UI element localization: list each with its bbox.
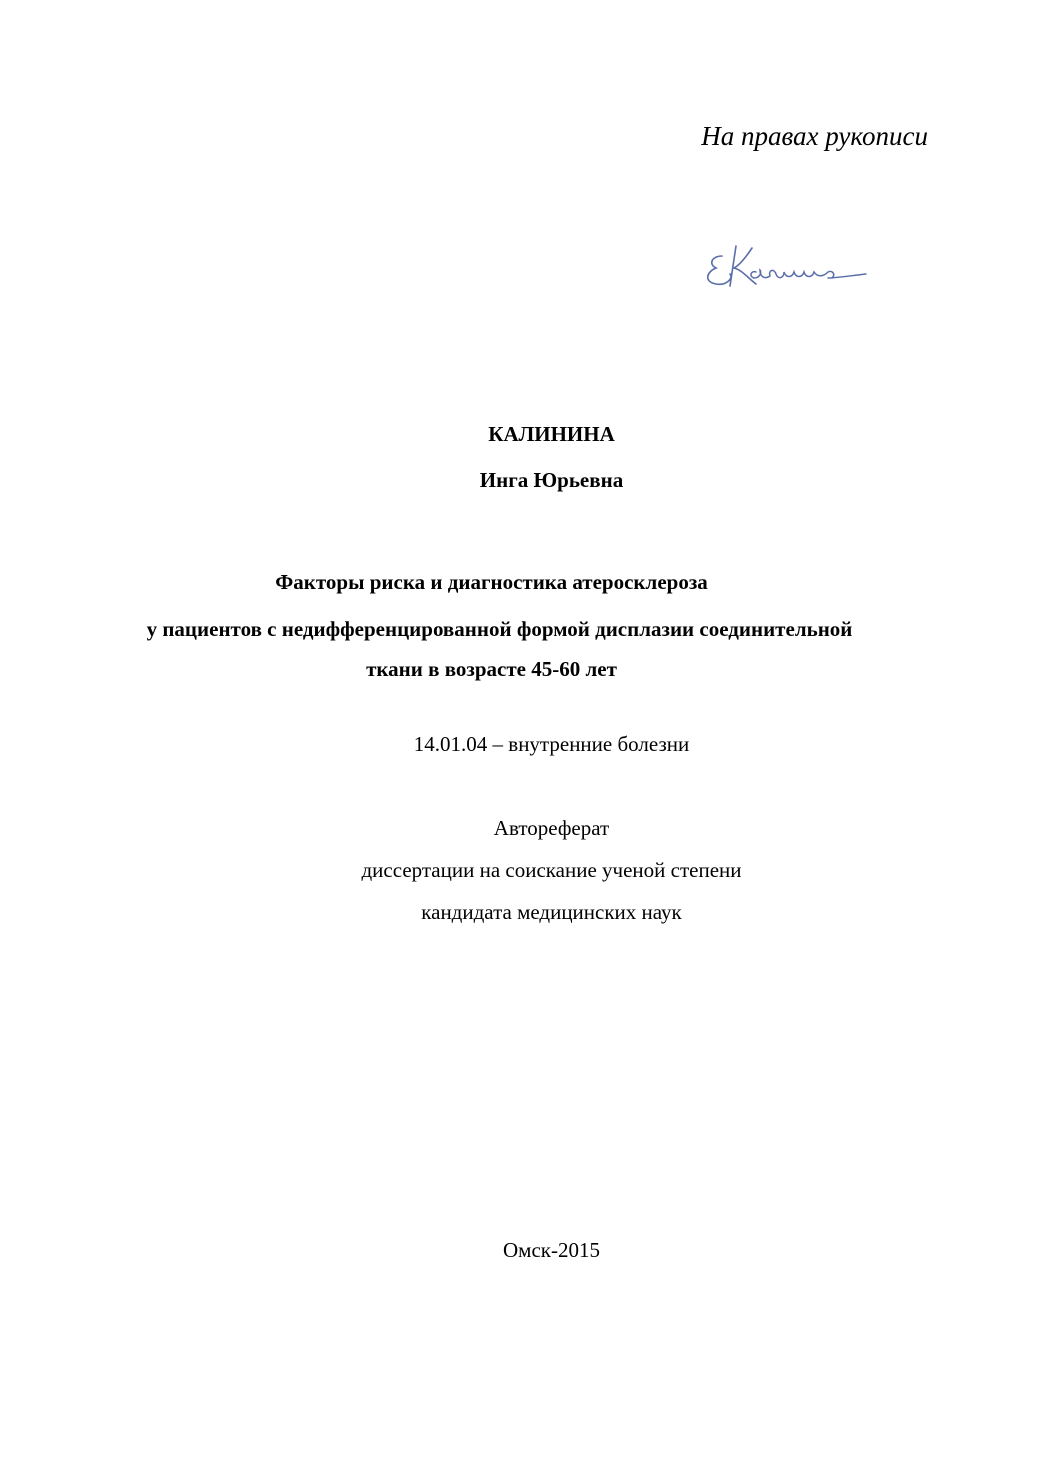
thesis-title-line-1: Факторы риска и диагностика атеросклероза	[275, 570, 708, 594]
city-year: Омск-2015	[503, 1238, 600, 1262]
author-given-names: Инга Юрьевна	[479, 468, 624, 492]
thesis-title-line-2: у пациентов с недифференцированной формой дисплазии соединительной	[146, 617, 853, 641]
author-surname: КАЛИНИНА	[488, 422, 615, 446]
degree-line-1: диссертации на соискание ученой степени	[361, 858, 742, 882]
handwritten-signature	[700, 238, 872, 294]
manuscript-rights-note: На правах рукописи	[701, 121, 928, 151]
document-type: Автореферат	[493, 816, 610, 840]
specialty-code: 14.01.04 – внутренние болезни	[413, 732, 690, 756]
degree-line-2: кандидата медицинских наук	[421, 900, 682, 924]
thesis-title-line-3: ткани в возрасте 45-60 лет	[366, 657, 617, 681]
